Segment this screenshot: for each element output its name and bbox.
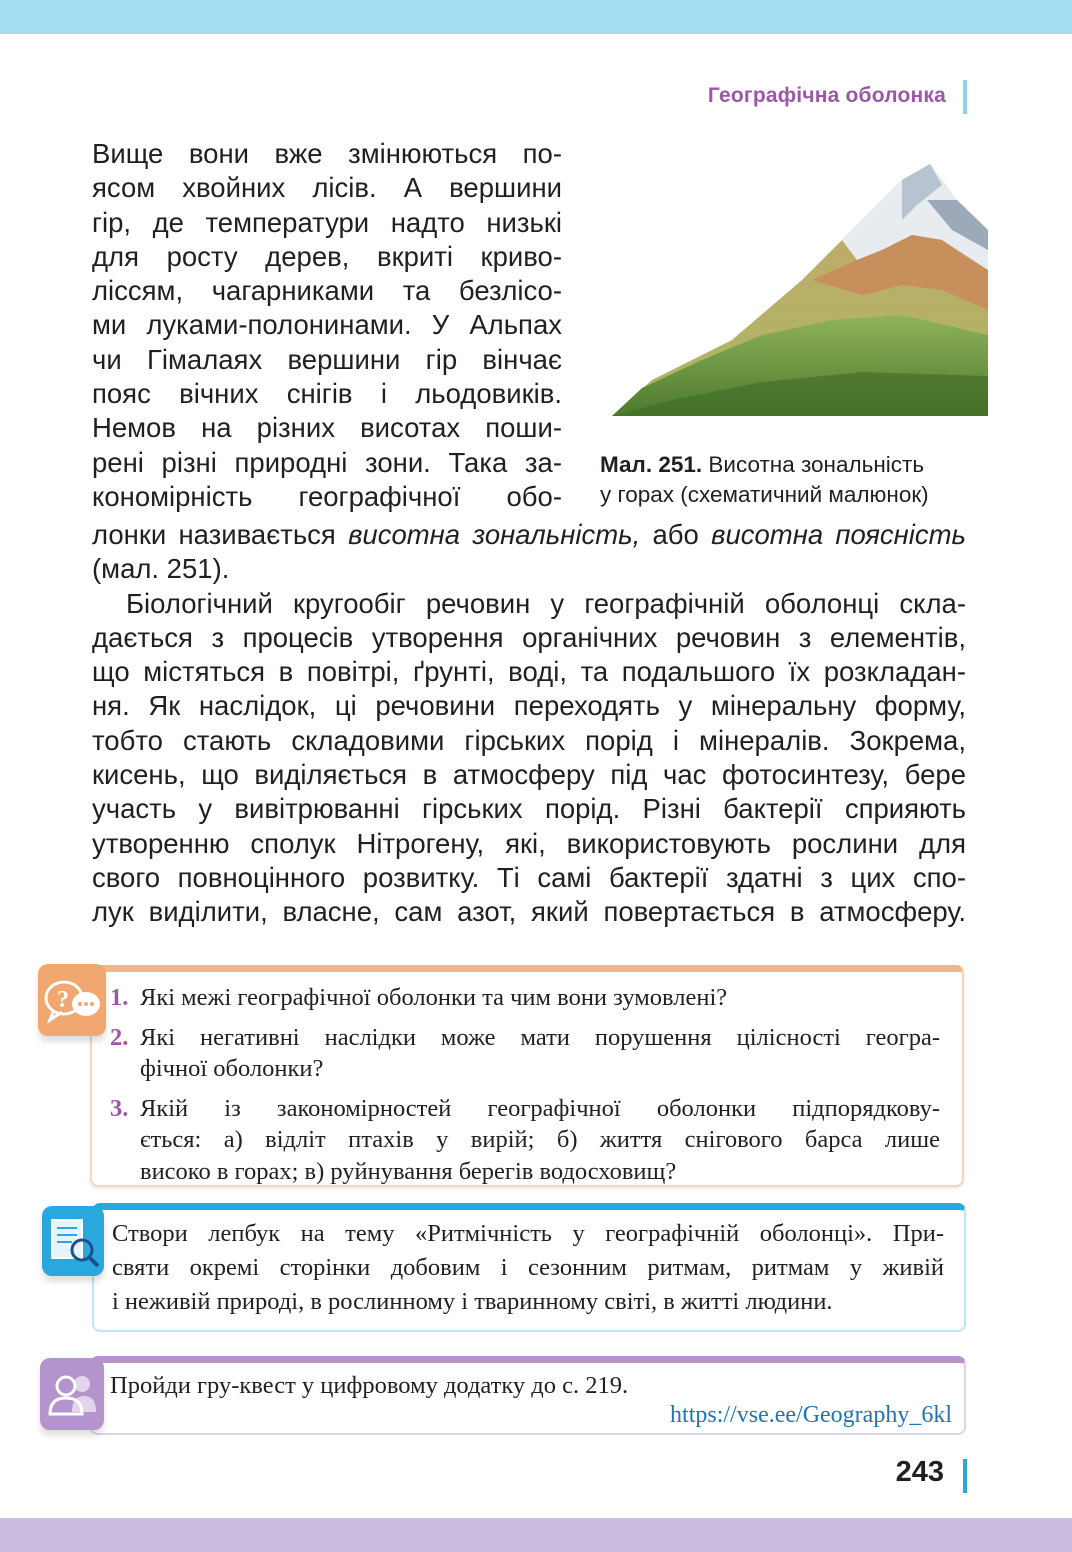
paragraph-1-wrapped [92, 137, 562, 514]
task-line: і неживій природі, в рослинному і тваринному світі, в житті людини. [112, 1288, 833, 1315]
text-line: лук виділити, власне, сам азот, який повертається в атмосферу. [92, 896, 966, 928]
caption-text: Висотна зональність [702, 452, 925, 477]
question-number: 3. [110, 1094, 129, 1122]
text-line: Біологічний кругообіг речовин у географічній оболонці скла- [126, 587, 966, 619]
question-item [110, 982, 940, 1014]
task-line: Створи лепбук на тему «Ритмічність у географічній оболонці». При- [112, 1220, 944, 1247]
question-text: Які негативні наслідки може мати порушення цілісності геогра- [140, 1023, 940, 1051]
task-text [112, 1217, 944, 1319]
body-text [92, 518, 966, 930]
question-text: ється: а) відліт птахів у вирій; б) життя снігового барса лише [140, 1126, 940, 1153]
text-line: ясом хвойних лісів. А вершини [92, 172, 562, 204]
text-line: ліссям, чагарниками та безлісо- [92, 275, 562, 307]
text-line: тобто стають складовими гірських порід і мінералів. Зокрема, [92, 724, 966, 756]
text-line: рені різні природні зони. Така за- [92, 446, 562, 478]
term-2: висотна поясність [711, 519, 967, 550]
top-decor-bar [0, 0, 1072, 34]
question-text: фічної оболонки? [140, 1055, 324, 1082]
document-search-icon [42, 1206, 104, 1276]
question-text: Якій із закономірностей географічної оболонки підпорядкову- [140, 1094, 940, 1122]
text-line: для росту дерев, вкриті криво- [92, 240, 562, 272]
caption-text: у горах (схематичний малюнок) [600, 482, 929, 507]
page-number-rule [963, 1459, 967, 1493]
question-number: 1. [110, 984, 129, 1011]
text-line: Немов на різних висотах поши- [92, 412, 562, 444]
text-line: ня. Як наслідок, ці речовини переходять у мінеральну форму, [92, 690, 966, 722]
svg-text:?: ? [57, 987, 69, 1013]
text-line: пояс вічних снігів і льодовиків. [92, 378, 562, 410]
question-item [110, 1093, 940, 1188]
text-line [92, 518, 966, 552]
mountain-illustration [612, 160, 988, 416]
text-span: лонки називається [92, 519, 349, 550]
task-line: святи окремі сторінки добовим і сезонним ритмам, ритмам у живій [112, 1254, 944, 1281]
term-1: висотна зональність, [348, 519, 641, 550]
text-line: утворенню сполук Нітрогену, які, використовують рослини для [92, 827, 966, 859]
text-line: (мал. 251). [92, 553, 230, 585]
running-title: Географічна оболонка [707, 84, 946, 107]
digital-link[interactable]: https://vse.ee/Geography_6kl [670, 1402, 952, 1428]
bottom-decor-bar [0, 1518, 1072, 1552]
text-line: участь у вивітрюванні гірських порід. Різні бактерії сприяють [92, 793, 966, 825]
text-span: або [640, 519, 712, 550]
text-line: свого повноцінного розвитку. Ті самі бактерії здатні з цих спо- [92, 861, 966, 893]
question-item [110, 1022, 940, 1085]
question-bubbles-icon [38, 964, 106, 1036]
questions-list [110, 982, 940, 1195]
people-icon [40, 1358, 104, 1430]
text-line: дається з процесів утворення органічних речовин з елементів, [92, 621, 966, 653]
text-line: кисень, що виділяється в атмосферу під час фотосинтезу, бере [92, 759, 966, 791]
text-line: чи Гімалаях вершини гір вінчає [92, 343, 562, 375]
question-number: 2. [110, 1023, 129, 1051]
text-line: гір, де температури надто низькі [92, 206, 562, 238]
text-line: кономірність географічної обо- [92, 480, 562, 512]
header-rule [963, 80, 967, 114]
question-text: високо в горах; в) руйнування берегів водосховищ? [140, 1157, 677, 1185]
text-line: ми луками-полонинами. У Альпах [92, 309, 562, 341]
caption-label: Мал. 251. [600, 452, 703, 477]
text-line: Вище вони вже змінюються по- [92, 138, 562, 169]
question-text: Які межі географічної оболонки та чим вони зумовлені? [140, 984, 728, 1011]
text-line: що містяться в повітрі, ґрунті, воді, та подальшого їх розкладан- [92, 656, 966, 688]
figure-caption [600, 450, 990, 510]
digital-text: Пройди гру-квест у цифровому додатку до с. 219. [110, 1372, 629, 1399]
page-number: 243 [895, 1456, 944, 1488]
